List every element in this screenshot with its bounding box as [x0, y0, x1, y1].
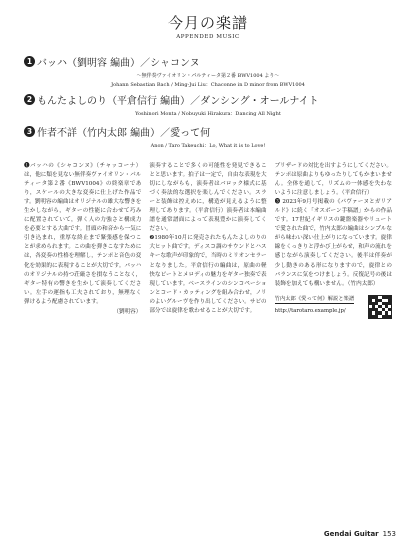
page-number: 153: [382, 530, 396, 538]
piece-1-title: [24, 54, 392, 69]
piece-3: [24, 124, 392, 149]
link-box: [275, 295, 392, 319]
article-column-2: [149, 162, 266, 518]
column-1-text: ❶バッハの《シャコンヌ》（チャッコーナ）は，他に類を見ない無伴奏ヴァイオリン・パルティータ第２番《BWV1004》の終楽章であり，スケールの大きな変奏に仕上げた作品です。劉明容の編曲はオリジナルの雄大な響きを生かしながら，ギターの性能に合わせて巧みに配置されていて，弾く人の力強さと構成力を必要とする大曲です。冒頭の和音から一気に引き込まれ，重厚な終止まで緊張感を保つことが求められます。この曲を弾きこなすためには，各変奏の性格を理解し，テンポと音色の変化を効果的に表現することが大切です。バッハのオリジナルの持つ荘厳さを損なうことなく，ギター特有の響きを生かして演奏してください。左手の運指も工夫されており，無理なく弾けるよう配慮されています。: [24, 163, 142, 305]
piece-title-text: 作者不詳（竹内太郎 編曲）／愛って何: [37, 128, 211, 139]
piece-2-title: [24, 92, 392, 107]
column-2-text: 演奏することで多くの可能性を発見できることと思います。拍子は一定で，自由な表現を大切にしながらも，演奏者はバロック様式に基づく奏法的な選択を楽しんでください。スラーと装飾は控えめに，構造が見えるように整理してあります。（平倉信行）演奏者は本編曲譜を通常譜面によって表現豊かに演奏してください。 ❷1980年10月に発売されたもんたよしのりの大ヒット曲です。ディスコ調のサウンドとハスキーな歌声が印象的で，当時のミリオンセラーとなりました。平倉信行の編曲は，原曲の軽快なビートとメロディの魅力をギター独奏で表現しています。ベースラインのシンコペーションとコード・カッティングを組み合わせ，ノリのよいグルーヴを作り出してください。サビの部分では旋律を歌わせることが大切です。: [149, 163, 267, 314]
author-credit: （劉明容）: [113, 308, 142, 315]
piece-title-text: もんたよしのり（平倉信行 編曲）／ダンシング・オールナイト: [37, 96, 319, 107]
qr-code-icon[interactable]: [368, 295, 392, 319]
piece-number-badge: 3: [24, 126, 35, 137]
piece-english-title: Yoshinori Monta / Nobuyuki Hirakura：Dancing All Night: [135, 111, 281, 117]
piece-subtitle: ～無伴奏ヴァイオリン・パルティータ第２番 BWV1004 より～: [136, 73, 280, 79]
link-label: 竹内太郎《愛って何》解説と楽譜: [275, 295, 354, 304]
piece-title-text: バッハ（劉明容 編曲）／シャコンヌ: [37, 58, 200, 69]
article-body: [24, 162, 392, 518]
article-column-1: [24, 162, 141, 518]
page-footer: [324, 530, 396, 538]
piece-3-title: [24, 124, 392, 139]
column-3-text: ブリザードの対比を出すようにしてください。テンポは原曲よりもゆったりしてもかまいません。全体を通して，リズムの一体感を失わないように注意しましょう。（平倉信行） ❸ 2023年9月号掲載の《パヴァーヌとガリアルド》に続く「オスボーン手稿譜」からの作品です。17世紀イギリスの鍵盤楽器やリュートで愛された曲で，竹内太郎の編曲はシンプルながら味わい深い仕上がりになっています。旋律線をくっきりと浮かび上がらせ，和声の流れを感じながら演奏してください。後半は伴奏が少し動きのある形になりますので，旋律とのバランスに気をつけましょう。反復記号の後は装飾を加えても構いません。（竹内太郎）: [274, 163, 392, 287]
piece-number-badge: 2: [24, 94, 35, 105]
piece-2: [24, 92, 392, 117]
link-url[interactable]: http://tarotaro.example.jp/: [274, 308, 346, 315]
piece-number-badge: 1: [24, 56, 35, 67]
page-subtitle: APPENDED MUSIC: [176, 34, 240, 40]
piece-english-title: Anon / Taro Takeuchi：Lo, What it is to Love!: [150, 143, 266, 149]
piece-english-title: Johann Sebastian Bach / Ming-Jui Liu：Chaconne in D minor from BWV1004: [111, 82, 305, 88]
magazine-name: Gendai Guitar: [323, 530, 379, 538]
page-title: 今月の楽譜: [167, 14, 248, 32]
piece-1: [24, 54, 392, 88]
article-column-3: [275, 162, 392, 518]
